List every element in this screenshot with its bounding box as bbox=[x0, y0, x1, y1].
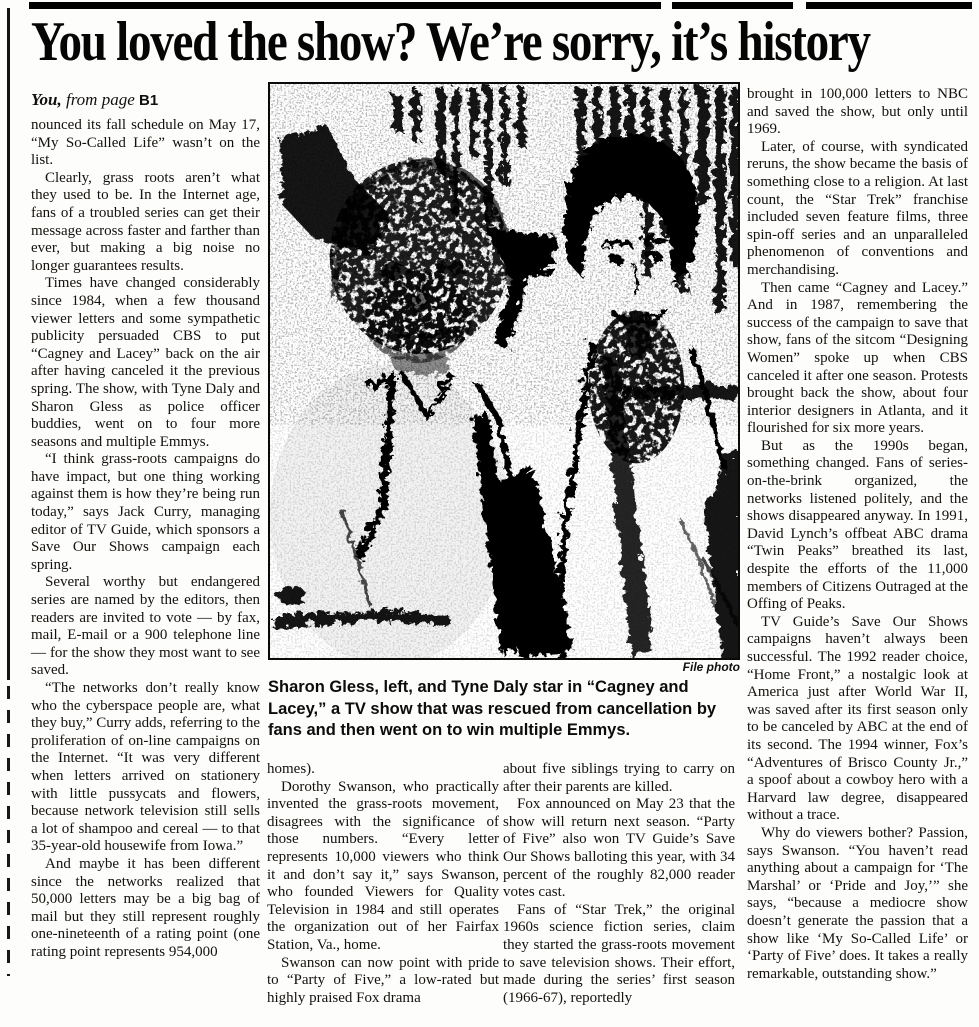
article-column-bottom-left bbox=[267, 761, 499, 1007]
continuation-note bbox=[31, 90, 158, 110]
article-paragraph: Several worthy but endangered series are named by the editors, then readers are invited to vote — by fax, mail, E-mail or a 900 telephone line — for the show they most want to see saved. bbox=[31, 574, 260, 679]
article-paragraph: Then came “Cagney and Lacey.” And in 1987, remembering the success of the campaign to save that show, fans of the sitcom “Designing Women” spoke up when CBS canceled it after one season. Protests brought back the show, about four interior designers in Atlanta, and it flourished for six more years. bbox=[747, 279, 968, 437]
article-paragraph: about five siblings trying to carry on after their parents are killed. bbox=[503, 761, 735, 795]
article-paragraph: Why do viewers bother? Passion, says Swanson. “You haven’t read anything about a campaign for ‘The Marshal’ or ‘Pride and Joy,’” she says, “because a mediocre show doesn’t generate the passion that a show like ‘My So-Called Life’ or ‘Party of Five’ does. It takes a really remarkable, outstanding show.” bbox=[747, 824, 968, 982]
article-paragraph: “I think grass-roots campaigns do have impact, but one thing working against them is how they’re being run today,” says Jack Curry, managing editor of TV Guide, which sponsors a Save Our Shows campaign each spring. bbox=[31, 451, 260, 573]
article-paragraph: Clearly, grass roots aren’t what they used to be. In the Internet age, fans of a troubled series can get their message across faster and farther than ever, but making a big noise no longer guarantees results. bbox=[31, 169, 260, 274]
article-paragraph: Fans of “Star Trek,” the original 1960s science fiction series, claim they started the grass-roots movement to save television shows. Their effort, made during the series’ first season (1966-67), reportedly bbox=[503, 901, 735, 1006]
scan-left-rule bbox=[7, 8, 10, 680]
article-paragraph: Times have changed considerably since 1984, when a few thousand viewer letters and some sympathetic publicity persuaded CBS to put “Cagney and Lacey” back on the air after having canceled it the previous spring. The show, with Tyne Daly and Sharon Gless as police officer buddies, went on to four more seasons and multiple Emmys. bbox=[31, 275, 260, 450]
photo-caption: Sharon Gless, left, and Tyne Daly star in “Cagney and Lacey,” a TV show that was rescued from cancellation by fans and then went on to win multiple Emmys. bbox=[268, 678, 717, 739]
top-divider-bar bbox=[29, 2, 972, 9]
article-paragraph: Swanson can now point with pride to “Party of Five,” a low-rated but highly praised Fox drama bbox=[267, 954, 499, 1006]
article-paragraph: “The networks don’t really know who the cyberspace people are, what they buy,” Curry adds, referring to the proliferation of on-line campaigns on the Internet. “It was very different when letters arrived on stationery with little pussycats and flowers, because network television still sells a lot of shampoo and cereal — to that 35-year-old housewife from Iowa.” bbox=[31, 680, 260, 855]
article-paragraph: Later, of course, with syndicated reruns, the show became the basis of something close to a religion. At last count, the “Star Trek” franchise included seven feature films, three spin-off series and an unparalleled phenomenon of conventions and merchandising. bbox=[747, 138, 968, 278]
scan-left-rule-dashed bbox=[7, 686, 10, 976]
article-paragraph: nounced its fall schedule on May 17, “My So-Called Life” wasn’t on the list. bbox=[31, 117, 260, 169]
article-paragraph: But as the 1990s began, something changed. Fans of series-on-the-brink organized, the networks listened politely, and the shows disappeared anyway. In 1991, David Lynch’s offbeat ABC drama “Twin Peaks” breathed its last, despite the efforts of the 11,000 members of Citizens Outraged at the Offing of Peaks. bbox=[747, 437, 968, 613]
photo-figure bbox=[268, 82, 740, 660]
article-column-right bbox=[747, 86, 968, 983]
article-column-bottom-right bbox=[503, 761, 735, 1007]
halftone-photo-two-women bbox=[270, 84, 738, 658]
continuation-page-ref: B1 bbox=[139, 92, 159, 109]
headline: You loved the show? We’re sorry, it’s history bbox=[31, 11, 870, 73]
article-paragraph: Fox announced on May 23 that the show will return next season. “Party of Five” also won TV Guide’s Save Our Shows balloting this year, with 34 percent of the roughly 82,000 reader votes cast. bbox=[503, 796, 735, 901]
article-column-left bbox=[31, 117, 260, 962]
article-paragraph: Dorothy Swanson, who practically invented the grass-roots movement, disagrees with the significance of those numbers. “Every letter represents 10,000 viewers who think it and don’t say it,” says Swanson, who founded Viewers for Quality Television in 1984 and still operates the organization out of her Fairfax Station, Va., home. bbox=[267, 778, 499, 953]
photo-credit: File photo bbox=[682, 660, 740, 674]
article-paragraph: And maybe it has been different since the networks realized that 50,000 letters may be a big bag of mail but they still represent roughly one-nineteenth of a rating point (one rating point represents 954,000 bbox=[31, 855, 260, 960]
article-paragraph: homes). bbox=[267, 761, 315, 777]
continuation-phrase: from page bbox=[61, 90, 139, 109]
article-paragraph: TV Guide’s Save Our Shows campaigns haven’t always been successful. The 1992 reader choice, “Home Front,” a nostalgic look at America just after World War II, was saved after its first season only to be canceled by ABC at the end of its second. The 1994 winner, Fox’s “Adventures of Brisco County Jr.,” a spoof about a cowboy hero with a Harvard law degree, disappeared without a trace. bbox=[747, 613, 968, 824]
article-paragraph: brought in 100,000 letters to NBC and saved the show, but only until 1969. bbox=[747, 86, 968, 138]
continuation-source: You, bbox=[31, 90, 62, 109]
